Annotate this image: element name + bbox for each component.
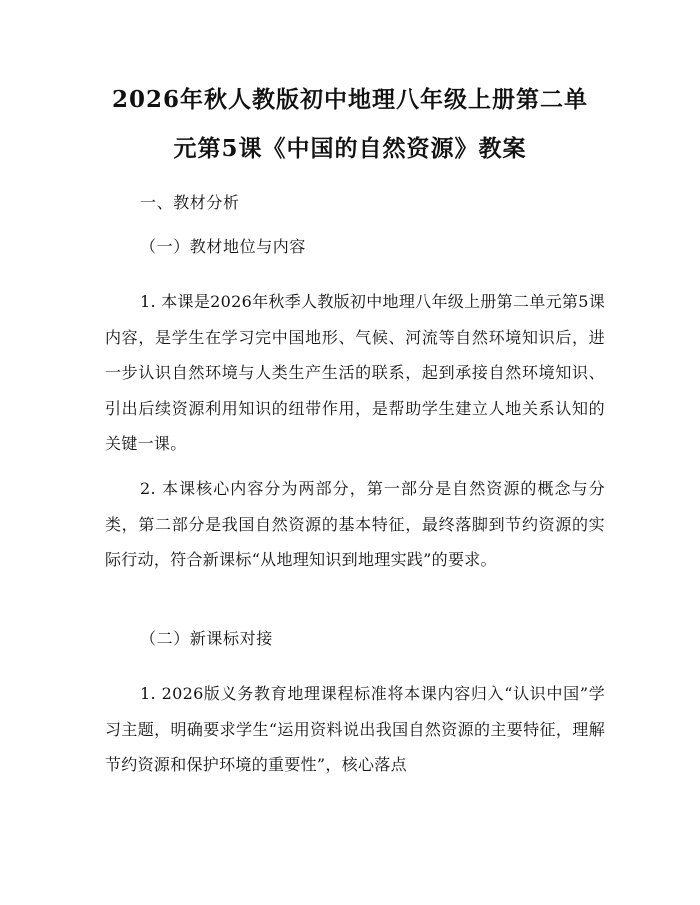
paragraph-1: 1. 本课是2026年秋季人教版初中地理八年级上册第二单元第5课内容，是学生在学习完中国地形、气候、河流等自然环境知识后，进一步认识自然环境与人类生产生活的联系，起到承接自然环境知识、引出后续资源利用知识的纽带作用，是帮助学生建立人地关系认知的关键一课。 [105, 292, 605, 453]
subsection-heading-curriculum-standard: （二）新课标对接 [140, 629, 273, 648]
paragraph-3: 1. 2026版义务教育地理课程标准将本课内容归入“认识中国”学习主题，明确要求学生“运用资料说出我国自然资源的主要特征，理解节约资源和保护环境的重要性”，核心落点 [105, 684, 605, 774]
document-title-line-1: 2026年秋人教版初中地理八年级上册第二单 [111, 86, 588, 113]
subsection-heading-position-content: （一）教材地位与内容 [140, 237, 307, 256]
document-title-line-2: 元第5课《中国的自然资源》教案 [173, 135, 527, 162]
section-heading-textbook-analysis: 一、教材分析 [140, 193, 240, 212]
paragraph-2: 2. 本课核心内容分为两部分，第一部分是自然资源的概念与分类，第二部分是我国自然资源的基本特征，最终落脚到节约资源的实际行动，符合新课标“从地理知识到地理实践”的要求。 [105, 479, 605, 569]
